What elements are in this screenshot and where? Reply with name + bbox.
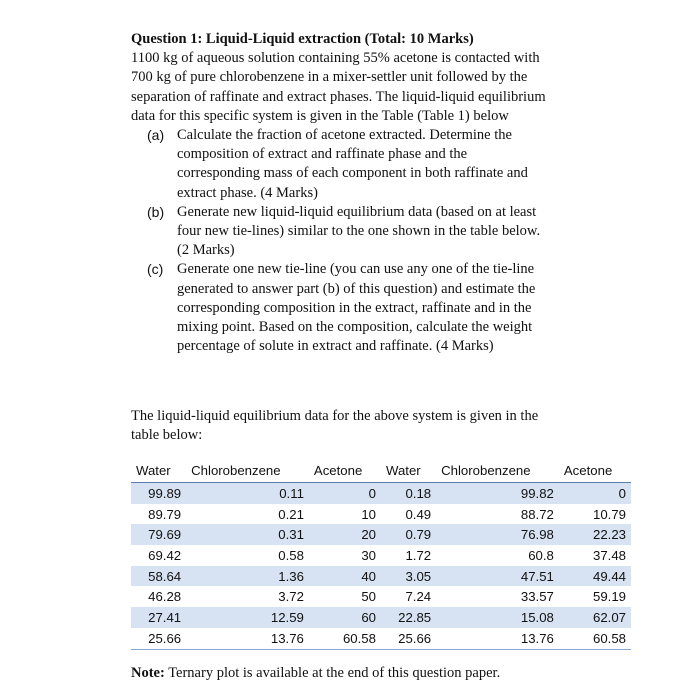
table-cell: 40 — [309, 566, 381, 587]
table-cell: 0.31 — [186, 524, 309, 545]
table-cell: 13.76 — [186, 628, 309, 649]
table-cell: 62.07 — [559, 607, 631, 628]
question-body: 1100 kg of aqueous solution containing 55% acetone is contacted with 700 kg of pure chlorobenzene in a mixer-settler unit followed by the separation of raffinate and extract phases. The liquid-liquid equilibrium data for this specific system is given in the Table (Table 1) below — [131, 50, 546, 124]
table-cell: 76.98 — [436, 524, 559, 545]
table-cell: 58.64 — [131, 566, 186, 587]
table-row — [131, 628, 631, 649]
table-cell: 60 — [309, 607, 381, 628]
question-title: Question 1: Liquid-Liquid extraction (Total: 10 Marks) — [131, 31, 474, 47]
table-cell: 46.28 — [148, 589, 182, 605]
table-cell: 47.51 — [436, 566, 559, 587]
table-cell: 0.21 — [278, 506, 304, 522]
table-cell: 13.76 — [436, 628, 559, 649]
table-cell: 0.49 — [405, 506, 432, 522]
part-text: Generate one new tie-line (you can use any one of the tie-line generated to answer part (b) of this question) and estimate the corresponding composition in the extract, raffinate and in the mixing point. Based on the composition, calculate the weight percentage of solute in extract and raffinate. (4 Marks) — [177, 261, 536, 355]
equilibrium-table — [131, 460, 631, 650]
table-cell: 50 — [361, 589, 376, 605]
table-cell: 7.24 — [405, 589, 432, 605]
table-cell: 0.58 — [278, 547, 304, 563]
table-cell: 25.66 — [381, 628, 436, 649]
table-header-row — [131, 460, 631, 483]
table-cell: 10 — [361, 506, 376, 522]
part-label: (b) — [147, 203, 165, 220]
table-cell: 0.11 — [186, 483, 309, 504]
part-label: (a) — [147, 127, 165, 144]
table-row — [131, 607, 631, 628]
table-cell: 49.44 — [559, 566, 631, 587]
table-cell: 1.36 — [186, 566, 309, 587]
table-cell: 59.19 — [592, 589, 626, 605]
table-cell: 89.79 — [148, 506, 182, 522]
table-body — [131, 483, 631, 650]
table-cell: 37.48 — [592, 547, 626, 563]
header-water-extract: Water — [381, 460, 436, 483]
part-label: (c) — [147, 261, 164, 278]
table-cell: 3.05 — [381, 566, 436, 587]
header-water-raffinate: Water — [131, 460, 186, 483]
table-intro: The liquid-liquid equilibrium data for the above system is given in the table below: — [131, 408, 539, 444]
table-row — [131, 586, 631, 607]
part-text: Calculate the fraction of acetone extracted. Determine the composition of extract and raffinate phase and the corresponding mass of each component in both raffinate and extract phase. (4 Marks) — [177, 127, 528, 201]
table-cell: 12.59 — [186, 607, 309, 628]
question-parts — [131, 126, 551, 356]
table-cell: 0 — [559, 483, 631, 504]
part-text: Generate new liquid-liquid equilibrium data (based on at least four new tie-lines) similar to the one shown in the table below. (2 Marks) — [177, 203, 541, 259]
table-cell: 20 — [309, 524, 381, 545]
table-cell: 3.72 — [278, 589, 304, 605]
header-acetone-extract: Acetone — [559, 460, 631, 483]
table-cell: 60.58 — [559, 628, 631, 649]
table-row — [131, 483, 631, 504]
question-part-b — [147, 203, 551, 261]
table-cell: 30 — [361, 547, 376, 563]
question-part-a — [147, 126, 551, 203]
table-cell: 0.18 — [381, 483, 436, 504]
table-cell: 99.82 — [436, 483, 559, 504]
table-cell: 60.58 — [309, 628, 381, 649]
table-cell: 33.57 — [520, 589, 554, 605]
table-row — [131, 566, 631, 587]
table-cell: 69.42 — [148, 547, 182, 563]
table-cell: 15.08 — [436, 607, 559, 628]
table-cell: 79.69 — [131, 524, 186, 545]
table-cell: 10.79 — [592, 506, 626, 522]
header-chlorobenzene-extract: Chlorobenzene — [436, 460, 559, 483]
table-row — [131, 545, 631, 566]
table-cell: 25.66 — [131, 628, 186, 649]
table-row — [131, 504, 631, 525]
header-chlorobenzene-raffinate: Chlorobenzene — [186, 460, 309, 483]
table-cell: 1.72 — [405, 547, 432, 563]
table-cell: 0.79 — [381, 524, 436, 545]
header-acetone-raffinate: Acetone — [309, 460, 381, 483]
note-text: Ternary plot is available at the end of this question paper. — [168, 665, 501, 681]
table-cell: 22.85 — [381, 607, 436, 628]
table-cell: 27.41 — [131, 607, 186, 628]
table-cell: 99.89 — [131, 483, 186, 504]
table-cell: 88.72 — [520, 506, 554, 522]
question-part-c — [147, 260, 551, 356]
table-row — [131, 524, 631, 545]
table-cell: 0 — [309, 483, 381, 504]
note-label: Note: — [131, 665, 165, 681]
table-cell: 60.8 — [528, 547, 554, 563]
question-block — [131, 30, 551, 356]
note — [131, 664, 500, 682]
table-cell: 22.23 — [559, 524, 631, 545]
